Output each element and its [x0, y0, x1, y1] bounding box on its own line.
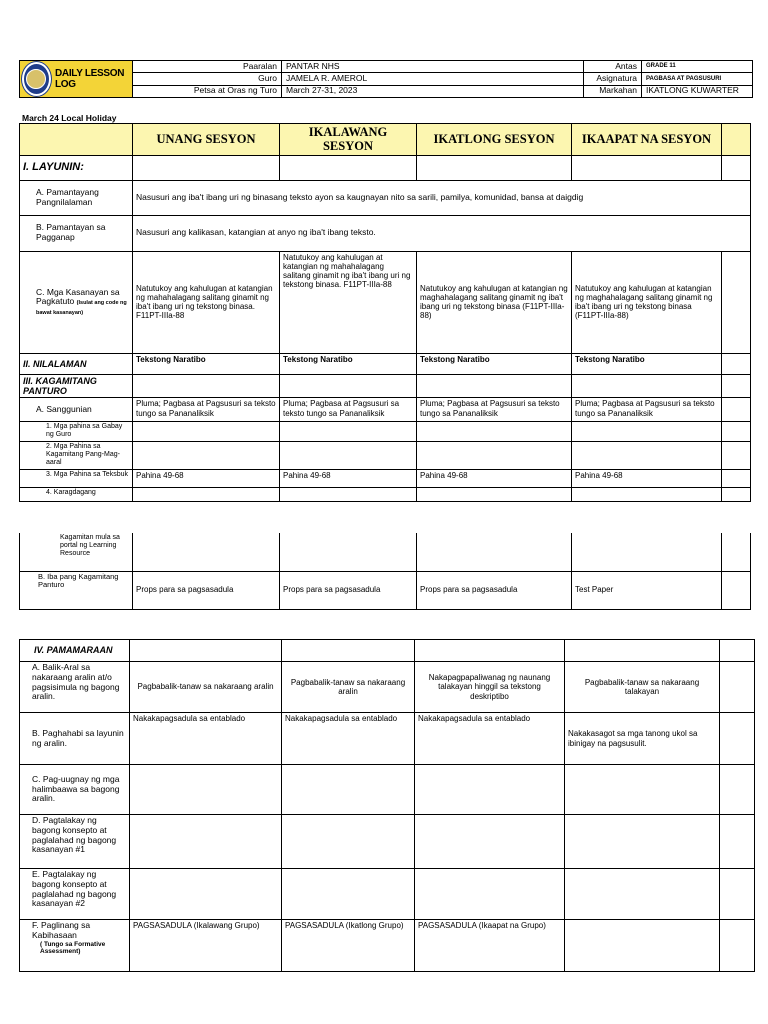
proc-f-1: PAGSASADULA (Ikalawang Grupo): [130, 920, 282, 972]
header-table: [19, 60, 753, 98]
kasanayan-note: (Isulat ang code ng bawat kasanayan): [36, 300, 127, 317]
nilalaman-1: Tekstong Naratibo: [133, 353, 280, 374]
proc-d-label: D. Pagtalakay ng bagong konsepto at paglalahad ng bagong kasanayan #1: [20, 815, 130, 869]
proc-b-label: B. Paghahabi sa layunin ng aralin.: [20, 713, 130, 765]
pamamaraan-title: IV. PAMAMARAAN: [20, 640, 130, 662]
kasanayan-1: Natutukoy ang kahulugan at katangian ng mahahalagang salitang ginamit ng iba't ibang uri ng tekstong binasa. F11PT-IIIa-88: [133, 251, 280, 353]
kagamitan-title: III. KAGAMITANG PANTURO: [20, 374, 133, 398]
petsa-value: March 27-31, 2023: [282, 85, 584, 97]
holiday-note: March 24 Local Holiday: [22, 113, 117, 123]
proc-a-1: Pagbabalik-tanaw sa nakaraang aralin: [130, 662, 282, 713]
proc-e-3: [415, 869, 565, 920]
procedure-table: [19, 639, 755, 972]
sanggunian-label: A. Sanggunian: [20, 398, 133, 422]
proc-c-2: [282, 765, 415, 815]
proc-b-4: Nakakasagot sa mga tanong ukol sa ibinigay na pagsusulit.: [565, 713, 720, 765]
proc-d-4: [565, 815, 720, 869]
nilalaman-title: II. NILALAMAN: [20, 353, 133, 374]
pamantayang-value: Nasusuri ang iba't ibang uri ng binasang teksto ayon sa kaugnayan nito sa sarili, pamilya, komunidad, bansa at daigdig: [133, 180, 751, 215]
pamantayang-label: A. Pamantayang Pangnilalaman: [20, 180, 133, 215]
logo-cell: [20, 61, 133, 98]
session-header-2: IKALAWANG SESYON: [280, 124, 417, 156]
paaralan-value: PANTAR NHS: [282, 61, 584, 73]
kasanayan-label: C. Mga Kasanayan sa Pagkatuto: [36, 286, 120, 307]
proc-a-2: Pagbabalik-tanaw sa nakaraang aralin: [282, 662, 415, 713]
kasanayan-3: Natutukoy ang kahulugan at katangian ng maghahalagang salitang ginamit ng iba't ibang uri ng tekstong binasa (F11PT-IIIa-88): [417, 251, 572, 353]
proc-c-4: [565, 765, 720, 815]
proc-e-2: [282, 869, 415, 920]
proc-d-2: [282, 815, 415, 869]
paaralan-label: Paaralan: [133, 61, 282, 73]
kasanayan-2: Natutukoy ang kahulugan at katangian ng mahahalagang salitang ginamit ng iba't ibang uri ng tekstong binasa. F11PT-IIIa-88: [280, 251, 417, 353]
proc-d-1: [130, 815, 282, 869]
proc-f-4: [565, 920, 720, 972]
teksbuk-label: 3. Mga Pahina sa Teksbuk: [20, 469, 133, 487]
proc-f-label-cell: [20, 920, 130, 972]
proc-f-sublabel: ( Tungo sa Formative Assessment): [40, 940, 106, 955]
pagganap-label: B. Pamantayan sa Pagganap: [20, 215, 133, 251]
proc-b-2: Nakakapagsadula sa entablado: [282, 713, 415, 765]
deped-logo: [20, 61, 132, 97]
kasanayan-label-cell: [20, 251, 133, 353]
nilalaman-4: Tekstong Naratibo: [572, 353, 722, 374]
sanggunian-1: Pluma; Pagbasa at Pagsusuri sa teksto tungo sa Pananaliksik: [133, 398, 280, 422]
markahan-label: Markahan: [584, 85, 642, 97]
teksbuk-4: Pahina 49-68: [572, 469, 722, 487]
pagganap-value: Nasusuri ang kalikasan, katangian at anyo ng iba't ibang teksto.: [133, 215, 751, 251]
iba-3: Props para sa pagsasadula: [417, 571, 572, 609]
proc-a-4: Pagbabalik-tanaw sa nakaraang talakayan: [565, 662, 720, 713]
kasanayan-4: Natutukoy ang kahulugan at katangian ng maghahalagang salitang ginamit ng iba't ibang uri ng tekstong binasa (F11PT-IIIa-88): [572, 251, 722, 353]
petsa-label: Petsa at Oras ng Turo: [133, 85, 282, 97]
asignatura-value: PAGBASA AT PAGSUSURI: [642, 73, 753, 85]
proc-c-1: [130, 765, 282, 815]
session-header-4: IKAAPAT NA SESYON: [572, 124, 722, 156]
karagdagang-cont-label: Kagamitan mula sa portal ng Learning Resource: [20, 533, 133, 571]
markahan-value: IKATLONG KUWARTER: [642, 85, 753, 97]
proc-a-3: Nakapagpapaliwanag ng naunang talakayan hinggil sa tekstong deskriptibo: [415, 662, 565, 713]
iba-label: B. Iba pang Kagamitang Panturo: [20, 571, 133, 609]
asignatura-label: Asignatura: [584, 73, 642, 85]
karagdagang-label: 4. Karagdagang: [20, 487, 133, 501]
guro-value: JAMELA R. AMEROL: [282, 73, 584, 85]
proc-f-label: F. Paglinang sa Kabihasaan: [32, 920, 91, 940]
session-header-extra: [722, 124, 751, 156]
session-header-1: UNANG SESYON: [133, 124, 280, 156]
session-header-blank: [20, 124, 133, 156]
materials-continuation-table: [19, 533, 751, 610]
teksbuk-3: Pahina 49-68: [417, 469, 572, 487]
guro-label: Guro: [133, 73, 282, 85]
gabay-label: 1. Mga pahina sa Gabay ng Guro: [20, 422, 133, 441]
deped-seal-icon: [22, 62, 51, 96]
antas-value: GRADE 11: [642, 61, 753, 73]
session-header-3: IKATLONG SESYON: [417, 124, 572, 156]
proc-f-2: PAGSASADULA (Ikatlong Grupo): [282, 920, 415, 972]
iba-2: Props para sa pagsasadula: [280, 571, 417, 609]
proc-b-3: Nakakapagsadula sa entablado: [415, 713, 565, 765]
lesson-table: [19, 123, 751, 502]
teksbuk-1: Pahina 49-68: [133, 469, 280, 487]
proc-a-label: A. Balik-Aral sa nakaraang aralin at/o pagsisimula ng bagong aralin.: [20, 662, 130, 713]
logo-text: DAILY LESSON LOG: [54, 67, 125, 90]
sanggunian-2: Pluma; Pagbasa at Pagsusuri sa teksto tungo sa Pananaliksik: [280, 398, 417, 422]
proc-f-3: PAGSASADULA (Ikaapat na Grupo): [415, 920, 565, 972]
sanggunian-4: Pluma; Pagbasa at Pagsusuri sa teksto tungo sa Pananaliksik: [572, 398, 722, 422]
antas-label: Antas: [584, 61, 642, 73]
proc-e-label: E. Pagtalakay ng bagong konsepto at paglalahad ng bagong kasanayan #2: [20, 869, 130, 920]
proc-e-1: [130, 869, 282, 920]
layunin-title: I. LAYUNIN:: [20, 155, 133, 180]
pangmag-label: 2. Mga Pahina sa Kagamitang Pang-Mag-aaral: [20, 441, 133, 469]
iba-1: Props para sa pagsasadula: [133, 571, 280, 609]
proc-b-1: Nakakapagsadula sa entablado: [130, 713, 282, 765]
teksbuk-2: Pahina 49-68: [280, 469, 417, 487]
nilalaman-2: Tekstong Naratibo: [280, 353, 417, 374]
iba-4: Test Paper: [572, 571, 722, 609]
proc-d-3: [415, 815, 565, 869]
sanggunian-3: Pluma; Pagbasa at Pagsusuri sa teksto tungo sa Pananaliksik: [417, 398, 572, 422]
proc-e-4: [565, 869, 720, 920]
nilalaman-3: Tekstong Naratibo: [417, 353, 572, 374]
proc-c-label: C. Pag-uugnay ng mga halimbaawa sa bagong aralin.: [20, 765, 130, 815]
proc-c-3: [415, 765, 565, 815]
